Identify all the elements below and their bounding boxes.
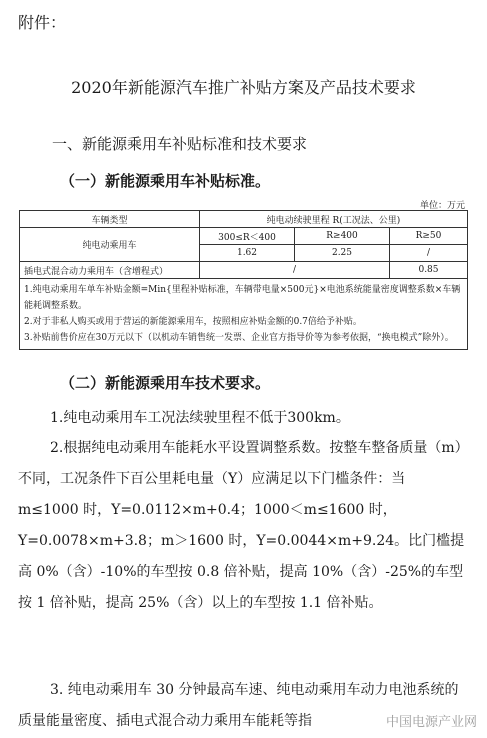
table-notes xyxy=(20,279,468,350)
document-title: 2020年新能源汽车推广补贴方案及产品技术要求 xyxy=(71,78,416,97)
table-header-row xyxy=(20,211,468,228)
table-cell: R≥50 xyxy=(390,228,468,245)
paragraph-range-requirement: 1.纯电动乘用车工况法续驶里程不低于300km。 xyxy=(50,410,350,426)
paragraph-speed-density: 3. 纯电动乘用车 30 分钟最高车速、纯电动乘用车动力电池系统的质量能量密度、插电式混合动力乘用车能耗等指 xyxy=(18,682,459,729)
table-note: 2.对于非私人购买或用于营运的新能源乘用车，按照相应补贴金额的0.7倍给予补贴。 xyxy=(24,317,362,327)
table-row xyxy=(20,228,468,245)
unit-label: 单位：万元 xyxy=(419,201,465,211)
table-header-cell: 车辆类型 xyxy=(20,211,200,228)
table-note: 1.纯电动乘用车单车补贴金额=Min{里程补贴标准，车辆带电量×500元}×电池系统能量密度调整系数×车辆能耗调整系数。 xyxy=(24,285,461,311)
section-heading: 一、新能源乘用车补贴标准和技术要求 xyxy=(52,135,308,153)
table-cell: 插电式混合动力乘用车（含增程式） xyxy=(20,262,200,279)
table-cell: 2.25 xyxy=(295,245,390,262)
subsection-heading-subsidy: （一）新能源乘用车补贴标准。 xyxy=(60,172,271,190)
table-cell: / xyxy=(200,262,390,279)
paragraph-energy-consumption: 2.根据纯电动乘用车能耗水平设置调整系数。按整车整备质量（m）不同，工况条件下百公里耗电量（Y）应满足以下门槛条件：当 m≤1000 时，Y=0.0112×m+0.4；1000＜m≤1600 时，Y=0.0078×m+3.8；m＞1600 时，Y=0.0044×m+9.24。比门槛提高 0%（含）-10%的车型按 0.8 倍补贴，提高 10%（含）-25%的车型按 1 倍补贴，提高 25%（含）以上的车型按 1.1 倍补贴。 xyxy=(18,440,469,611)
table-cell: 1.62 xyxy=(200,245,295,262)
watermark: 中国电源产业网 xyxy=(385,715,477,730)
table-cell: / xyxy=(390,245,468,262)
table-cell: 0.85 xyxy=(390,262,468,279)
table-notes-row xyxy=(20,279,468,350)
table-cell: 300≤R＜400 xyxy=(200,228,295,245)
table-cell: R≥400 xyxy=(295,228,390,245)
table-cell: 纯电动乘用车 xyxy=(20,228,200,262)
table-header-cell: 纯电动续驶里程 R(工况法、公里) xyxy=(200,211,468,228)
table-row xyxy=(20,262,468,279)
subsidy-table xyxy=(19,210,468,350)
attachment-label: 附件： xyxy=(18,13,67,32)
table-note: 3.补贴前售价应在30万元以下（以机动车销售统一发票、企业官方指导价等为参考依据，“换电模式”除外）。 xyxy=(24,333,454,343)
subsection-heading-requirements: （二）新能源乘用车技术要求。 xyxy=(60,374,271,392)
